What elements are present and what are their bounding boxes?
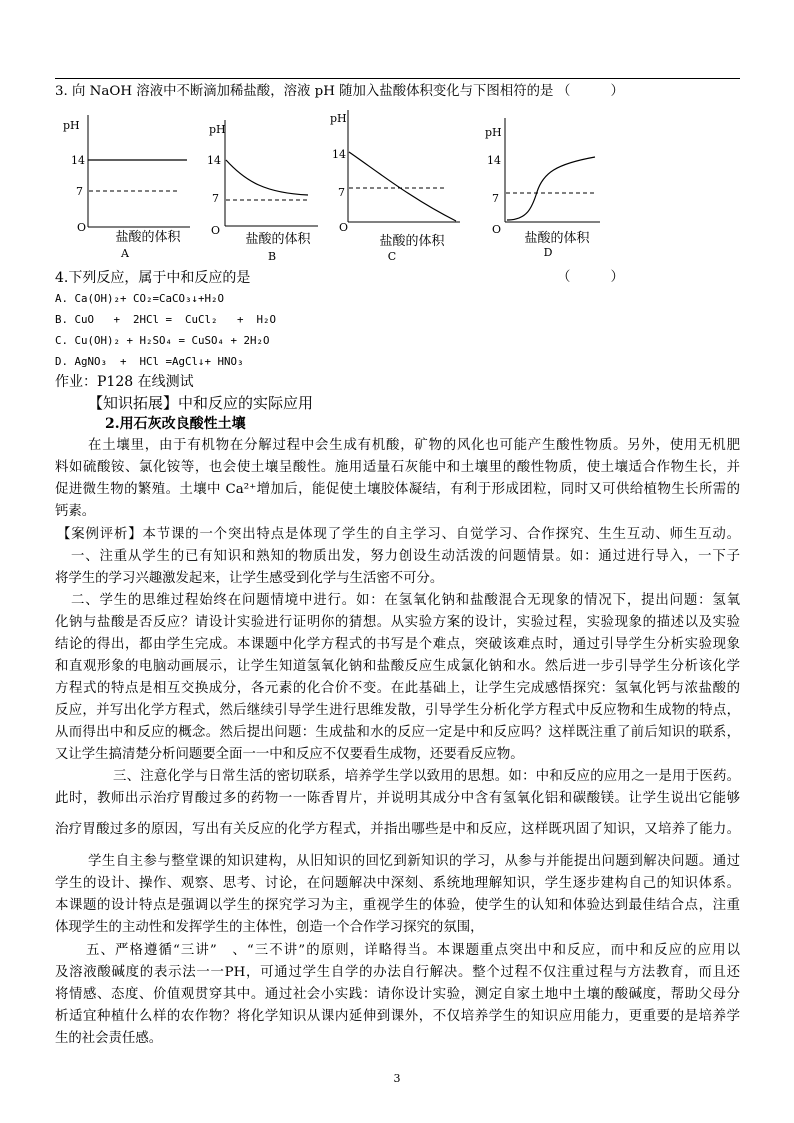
graph-b-tick-label-mid: 7 bbox=[212, 192, 219, 205]
knowledge-extension-heading: 【知识拓展】中和反应的实际应用 bbox=[88, 394, 314, 412]
case-review-point-2-line: 从而得出中和反应的概念。然后提出问题：生成盐和水的反应一定是中和反应吗？这样既注重了前后知识的联系， bbox=[55, 725, 740, 740]
extension-paragraph-line: 促进微生物的繁殖。土壤中 Ca²⁺增加后，能促使土壤胶体凝结，有利于形成团粒，同时又可供给植物生长所需的 bbox=[55, 482, 740, 497]
graph-b-y-axis-label: pH bbox=[209, 123, 226, 136]
graph-c-y-axis-label: pH bbox=[330, 112, 347, 125]
knowledge-extension-subheading: 2.用石灰改良酸性土壤 bbox=[105, 416, 246, 432]
case-review-point-2-line: 结论的得出，都由学生完成。本课题中化学方程式的书写是个难点，突破该难点时，通过引导学生分析实验现象 bbox=[55, 637, 740, 652]
question-3-answer-blank: （ ） bbox=[557, 84, 624, 99]
graph-b-curve bbox=[226, 160, 308, 195]
graph-a bbox=[63, 115, 190, 260]
case-review-point-1-line: 将学生的学习兴趣激发起来，让学生感受到化学与生活密不可分。 bbox=[55, 571, 444, 586]
graph-d-origin-label: O bbox=[492, 223, 502, 236]
case-review-point-2-line: 又让学生搞清楚分析问题要全面一一中和反应不仅要看生成物，还要看反应物。 bbox=[55, 747, 524, 762]
case-review-point-2-line: 化钠与盐酸是否反应？请设计实验进行证明你的猜想。从实验方案的设计，实验过程，实验现象的描述以及实验 bbox=[55, 615, 740, 630]
graph-b-x-axis-label: 盐酸的体积 bbox=[245, 232, 311, 247]
question-4-option-a: A. Ca(OH)₂+ CO₂=CaCO₃↓+H₂O bbox=[55, 292, 225, 305]
case-review-point-5-line: 及溶液酸碱度的表示法一一PH，可通过学生自学的办法自行解决。整个过程不仅注重过程与方法教育，而且还 bbox=[55, 965, 740, 980]
graph-c-tick-label-high: 14 bbox=[332, 148, 346, 161]
graph-a-caption: A bbox=[121, 247, 129, 260]
graph-a-y-axis-label: pH bbox=[63, 119, 80, 132]
case-review-point-3-line: 此时，教师出示治疗胃酸过多的药物一一陈香胃片，并说明其成分中含有氢氧化铝和碳酸镁。让学生说出它能够 bbox=[55, 791, 740, 806]
case-review-point-2-line: 方程式的特点是相互交换成分，各元素的化合价不变。在此基础上，让学生完成感悟探究：氢氧化钙与浓盐酸的 bbox=[55, 681, 740, 696]
question-4-option-c: C. Cu(OH)₂ + H₂SO₄ = CuSO₄ + 2H₂O bbox=[55, 334, 270, 347]
case-review-summary-line: 本课题的设计特点是强调以学生的探究学习为主，重视学生的体验，使学生的认知和体验达到最佳结合点，注重 bbox=[55, 898, 740, 913]
graph-d-tick-label-high: 14 bbox=[487, 154, 501, 167]
graph-d-x-axis-label: 盐酸的体积 bbox=[524, 231, 590, 246]
graph-b bbox=[207, 120, 318, 263]
question-3-graphs bbox=[0, 100, 794, 265]
extension-paragraph-line: 钙素。 bbox=[55, 504, 96, 519]
graph-b-caption: B bbox=[267, 250, 277, 263]
case-review-summary-line: 学生的设计、操作、观察、思考、讨论，在问题解决中深刻、系统地理解知识，学生逐步建构自己的知识体系。 bbox=[55, 876, 740, 891]
graph-c bbox=[330, 110, 460, 263]
case-review-intro: 【案例评析】本节课的一个突出特点是体现了学生的自主学习、自觉学习、合作探究、生生互动、师生互动。 bbox=[57, 527, 740, 542]
graph-a-x-axis-label: 盐酸的体积 bbox=[115, 230, 181, 245]
case-review-point-5-line: 将情感、态度、价值观贯穿其中。通过社会小实践：请你设计实验，测定自家土地中土壤的酸碱度，帮助父母分 bbox=[55, 987, 740, 1002]
graph-d-y-axis-label: pH bbox=[485, 126, 502, 139]
graph-d-tick-label-mid: 7 bbox=[492, 192, 499, 205]
case-review-point-3-line: 三、注意化学与日常生活的密切联系，培养学生学以致用的思想。如：中和反应的应用之一是用于医药。 bbox=[113, 769, 740, 784]
graph-b-origin-label: O bbox=[211, 224, 221, 237]
graph-a-tick-label-high: 14 bbox=[71, 154, 85, 167]
question-4-stem: 4.下列反应，属于中和反应的是 bbox=[55, 270, 251, 286]
graph-c-origin-label: O bbox=[339, 221, 349, 234]
question-4-answer-blank: （ ） bbox=[557, 270, 624, 285]
case-review-point-5-line: 析适宜种植什么样的农作物？将化学知识从课内延伸到课外，不仅培养学生的知识应用能力，更重要的是培养学 bbox=[55, 1009, 740, 1024]
header-rule bbox=[55, 78, 740, 79]
graph-c-caption: C bbox=[387, 250, 397, 263]
graph-d bbox=[485, 118, 600, 259]
extension-paragraph-line: 在土壤里，由于有机物在分解过程中会生成有机酸，矿物的风化也可能产生酸性物质。另外，使用无机肥 bbox=[88, 438, 740, 453]
case-review-point-5-line: 生的社会责任感。 bbox=[55, 1031, 163, 1046]
graph-b-tick-label-high: 14 bbox=[207, 154, 221, 167]
question-3-stem: 3. 向 NaOH 溶液中不断滴加稀盐酸，溶液 pH 随加入盐酸体积变化与下图相符的是 bbox=[55, 84, 554, 99]
question-4-option-d: D. AgNO₃ + HCl =AgCl↓+ HNO₃ bbox=[55, 355, 244, 368]
homework-line: 作业：P128 在线测试 bbox=[55, 374, 194, 390]
question-4-option-b: B. CuO + 2HCl = CuCl₂ + H₂O bbox=[55, 313, 277, 326]
extension-paragraph-line: 料如硫酸铵、氯化铵等，也会使土壤呈酸性。施用适量石灰能中和土壤里的酸性物质，使土壤适合作物生长，并 bbox=[55, 460, 740, 475]
case-review-point-2-line: 和直观形象的电脑动画展示，让学生知道氢氧化钠和盐酸反应生成氯化钠和水。然后进一步引导学生分析该化学 bbox=[55, 659, 740, 674]
page-number: 3 bbox=[393, 1072, 401, 1085]
graph-d-curve bbox=[507, 157, 595, 220]
case-review-point-5-line: 五、严格遵循“三讲” 、“三不讲”的原则，详略得当。本课题重点突出中和反应，而中和反应的应用以 bbox=[86, 943, 740, 958]
case-review-summary-line: 学生自主参与整堂课的知识建构，从旧知识的回忆到新知识的学习，从参与并能提出问题到解决问题。通过 bbox=[88, 854, 740, 869]
graph-c-tick-label-mid: 7 bbox=[338, 186, 345, 199]
graph-c-curve bbox=[349, 152, 456, 221]
case-review-point-2-line: 反应，并写出化学方程式，然后继续引导学生进行思维发散，引导学生分析化学方程式中反应物和生成物的特点， bbox=[55, 703, 740, 718]
graph-d-caption: D bbox=[543, 246, 553, 259]
case-review-point-2-line: 二、学生的思维过程始终在问题情境中进行。如：在氢氧化钠和盐酸混合无现象的情况下，提出问题：氢氧 bbox=[71, 593, 740, 608]
graph-a-tick-label-mid: 7 bbox=[76, 185, 83, 198]
graph-c-x-axis-label: 盐酸的体积 bbox=[379, 234, 445, 249]
graph-a-origin-label: O bbox=[77, 221, 87, 234]
case-review-point-3-line: 治疗胃酸过多的原因，写出有关反应的化学方程式，并指出哪些是中和反应，这样既巩固了知识，又培养了能力。 bbox=[55, 822, 740, 837]
case-review-summary-line: 体现学生的主动性和发挥学生的主体性，创造一个合作学习探究的氛围， bbox=[55, 920, 484, 935]
case-review-point-1-line: 一、注重从学生的已有知识和熟知的物质出发，努力创设生动活泼的问题情景。如：通过进行导入，一下子 bbox=[71, 549, 740, 564]
